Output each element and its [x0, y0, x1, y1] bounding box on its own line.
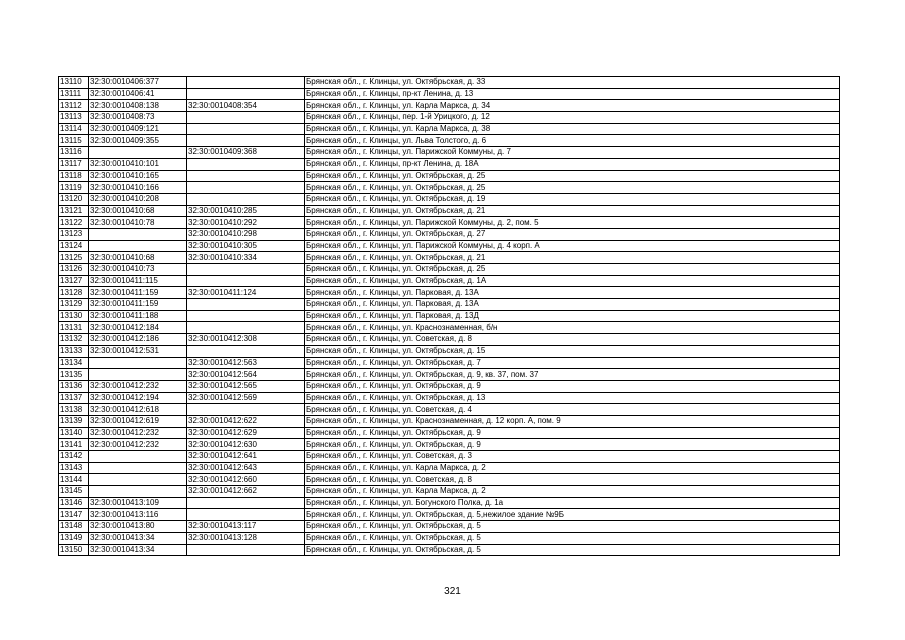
cadastral-number-cell: 32:30:0010413:80 [89, 521, 187, 533]
row-number-cell: 13139 [59, 415, 89, 427]
related-cadastral-number-cell [187, 123, 305, 135]
row-number-cell: 13115 [59, 135, 89, 147]
cadastral-number-cell: 32:30:0010412:186 [89, 334, 187, 346]
table-row [59, 462, 840, 474]
table-row [59, 404, 840, 416]
table-row [59, 228, 840, 240]
address-cell: Брянская обл., г. Клинцы, ул. Октябрьская, д. 9 [305, 380, 840, 392]
row-number-cell: 13150 [59, 544, 89, 556]
cadastral-number-cell: 32:30:0010412:184 [89, 322, 187, 334]
related-cadastral-number-cell: 32:30:0010412:630 [187, 439, 305, 451]
related-cadastral-number-cell: 32:30:0010412:641 [187, 451, 305, 463]
related-cadastral-number-cell: 32:30:0010412:569 [187, 392, 305, 404]
registry-table-body [59, 77, 840, 556]
related-cadastral-number-cell: 32:30:0010409:368 [187, 147, 305, 159]
address-cell: Брянская обл., г. Клинцы, ул. Советская, д. 8 [305, 334, 840, 346]
row-number-cell: 13135 [59, 369, 89, 381]
cadastral-number-cell: 32:30:0010409:355 [89, 135, 187, 147]
related-cadastral-number-cell: 32:30:0010411:124 [187, 287, 305, 299]
address-cell: Брянская обл., г. Клинцы, ул. Советская, д. 3 [305, 451, 840, 463]
address-cell: Брянская обл., г. Клинцы, ул. Октябрьская, д. 5,нежилое здание №9Б [305, 509, 840, 521]
address-cell: Брянская обл., г. Клинцы, ул. Октябрьская, д. 25 [305, 264, 840, 276]
cadastral-number-cell: 32:30:0010411:188 [89, 310, 187, 322]
row-number-cell: 13132 [59, 334, 89, 346]
address-cell: Брянская обл., г. Клинцы, ул. Октябрьская, д. 33 [305, 77, 840, 89]
cadastral-number-cell [89, 462, 187, 474]
address-cell: Брянская обл., г. Клинцы, ул. Октябрьская, д. 1А [305, 275, 840, 287]
related-cadastral-number-cell [187, 544, 305, 556]
address-cell: Брянская обл., г. Клинцы, ул. Парковая, д. 13Д [305, 310, 840, 322]
cadastral-number-cell: 32:30:0010410:73 [89, 264, 187, 276]
address-cell: Брянская обл., г. Клинцы, ул. Октябрьская, д. 9, кв. 37, пом. 37 [305, 369, 840, 381]
row-number-cell: 13127 [59, 275, 89, 287]
cadastral-number-cell: 32:30:0010410:166 [89, 182, 187, 194]
row-number-cell: 13140 [59, 427, 89, 439]
related-cadastral-number-cell: 32:30:0010412:308 [187, 334, 305, 346]
related-cadastral-number-cell [187, 275, 305, 287]
address-cell: Брянская обл., г. Клинцы, ул. Советская, д. 4 [305, 404, 840, 416]
cadastral-number-cell: 32:30:0010410:165 [89, 170, 187, 182]
row-number-cell: 13142 [59, 451, 89, 463]
related-cadastral-number-cell [187, 182, 305, 194]
related-cadastral-number-cell [187, 322, 305, 334]
related-cadastral-number-cell: 32:30:0010412:563 [187, 357, 305, 369]
table-row [59, 322, 840, 334]
related-cadastral-number-cell [187, 77, 305, 89]
table-row [59, 392, 840, 404]
row-number-cell: 13136 [59, 380, 89, 392]
table-row [59, 112, 840, 124]
cadastral-number-cell: 32:30:0010412:619 [89, 415, 187, 427]
address-cell: Брянская обл., г. Клинцы, ул. Парковая, д. 13А [305, 287, 840, 299]
related-cadastral-number-cell [187, 112, 305, 124]
address-cell: Брянская обл., г. Клинцы, ул. Парижской Коммуны, д. 7 [305, 147, 840, 159]
table-row [59, 415, 840, 427]
row-number-cell: 13141 [59, 439, 89, 451]
cadastral-number-cell: 32:30:0010412:531 [89, 345, 187, 357]
cadastral-number-cell: 32:30:0010406:41 [89, 88, 187, 100]
cadastral-number-cell [89, 369, 187, 381]
address-cell: Брянская обл., г. Клинцы, ул. Карла Маркса, д. 2 [305, 486, 840, 498]
related-cadastral-number-cell: 32:30:0010412:565 [187, 380, 305, 392]
row-number-cell: 13146 [59, 497, 89, 509]
table-row [59, 182, 840, 194]
cadastral-number-cell: 32:30:0010410:208 [89, 193, 187, 205]
address-cell: Брянская обл., г. Клинцы, ул. Октябрьская, д. 21 [305, 205, 840, 217]
related-cadastral-number-cell: 32:30:0010412:662 [187, 486, 305, 498]
cadastral-number-cell [89, 486, 187, 498]
row-number-cell: 13122 [59, 217, 89, 229]
related-cadastral-number-cell [187, 158, 305, 170]
table-row [59, 532, 840, 544]
cadastral-number-cell [89, 240, 187, 252]
registry-table [58, 76, 840, 556]
row-number-cell: 13128 [59, 287, 89, 299]
cadastral-number-cell: 32:30:0010411:159 [89, 287, 187, 299]
related-cadastral-number-cell [187, 345, 305, 357]
related-cadastral-number-cell [187, 135, 305, 147]
row-number-cell: 13125 [59, 252, 89, 264]
address-cell: Брянская обл., г. Клинцы, ул. Парижской Коммуны, д. 2, пом. 5 [305, 217, 840, 229]
address-cell: Брянская обл., г. Клинцы, ул. Октябрьская, д. 25 [305, 182, 840, 194]
cadastral-number-cell: 32:30:0010413:116 [89, 509, 187, 521]
related-cadastral-number-cell: 32:30:0010410:292 [187, 217, 305, 229]
row-number-cell: 13113 [59, 112, 89, 124]
table-row [59, 240, 840, 252]
address-cell: Брянская обл., г. Клинцы, ул. Октябрьская, д. 25 [305, 170, 840, 182]
address-cell: Брянская обл., г. Клинцы, ул. Карла Маркса, д. 34 [305, 100, 840, 112]
row-number-cell: 13111 [59, 88, 89, 100]
table-row [59, 497, 840, 509]
row-number-cell: 13126 [59, 264, 89, 276]
row-number-cell: 13120 [59, 193, 89, 205]
related-cadastral-number-cell [187, 170, 305, 182]
cadastral-number-cell: 32:30:0010412:232 [89, 380, 187, 392]
cadastral-number-cell: 32:30:0010413:34 [89, 532, 187, 544]
address-cell: Брянская обл., г. Клинцы, ул. Краснознаменная, б/н [305, 322, 840, 334]
cadastral-number-cell: 32:30:0010408:73 [89, 112, 187, 124]
address-cell: Брянская обл., г. Клинцы, ул. Богунского Полка, д. 1а [305, 497, 840, 509]
cadastral-number-cell: 32:30:0010411:115 [89, 275, 187, 287]
address-cell: Брянская обл., г. Клинцы, пр-кт Ленина, д. 13 [305, 88, 840, 100]
cadastral-number-cell: 32:30:0010412:232 [89, 427, 187, 439]
cadastral-number-cell: 32:30:0010408:138 [89, 100, 187, 112]
related-cadastral-number-cell: 32:30:0010412:660 [187, 474, 305, 486]
address-cell: Брянская обл., г. Клинцы, ул. Октябрьская, д. 21 [305, 252, 840, 264]
row-number-cell: 13121 [59, 205, 89, 217]
cadastral-number-cell: 32:30:0010413:109 [89, 497, 187, 509]
related-cadastral-number-cell: 32:30:0010410:298 [187, 228, 305, 240]
cadastral-number-cell: 32:30:0010413:34 [89, 544, 187, 556]
cadastral-number-cell: 32:30:0010406:377 [89, 77, 187, 89]
table-row [59, 158, 840, 170]
related-cadastral-number-cell [187, 299, 305, 311]
table-row [59, 486, 840, 498]
address-cell: Брянская обл., г. Клинцы, ул. Октябрьская, д. 27 [305, 228, 840, 240]
related-cadastral-number-cell: 32:30:0010412:564 [187, 369, 305, 381]
table-row [59, 252, 840, 264]
table-row [59, 100, 840, 112]
cadastral-number-cell: 32:30:0010410:68 [89, 205, 187, 217]
related-cadastral-number-cell: 32:30:0010412:622 [187, 415, 305, 427]
related-cadastral-number-cell: 32:30:0010408:354 [187, 100, 305, 112]
row-number-cell: 13129 [59, 299, 89, 311]
table-row [59, 357, 840, 369]
table-row [59, 345, 840, 357]
cadastral-number-cell [89, 147, 187, 159]
cadastral-number-cell [89, 228, 187, 240]
table-row [59, 275, 840, 287]
related-cadastral-number-cell [187, 264, 305, 276]
related-cadastral-number-cell [187, 404, 305, 416]
cadastral-number-cell: 32:30:0010409:121 [89, 123, 187, 135]
row-number-cell: 13124 [59, 240, 89, 252]
row-number-cell: 13133 [59, 345, 89, 357]
address-cell: Брянская обл., г. Клинцы, ул. Октябрьская, д. 9 [305, 439, 840, 451]
table-row [59, 123, 840, 135]
address-cell: Брянская обл., г. Клинцы, ул. Советская, д. 8 [305, 474, 840, 486]
related-cadastral-number-cell: 32:30:0010413:128 [187, 532, 305, 544]
table-row [59, 299, 840, 311]
table-row [59, 474, 840, 486]
row-number-cell: 13134 [59, 357, 89, 369]
related-cadastral-number-cell [187, 88, 305, 100]
address-cell: Брянская обл., г. Клинцы, ул. Октябрьская, д. 19 [305, 193, 840, 205]
row-number-cell: 13130 [59, 310, 89, 322]
table-row [59, 334, 840, 346]
row-number-cell: 13117 [59, 158, 89, 170]
row-number-cell: 13138 [59, 404, 89, 416]
table-row [59, 380, 840, 392]
cadastral-number-cell: 32:30:0010412:232 [89, 439, 187, 451]
table-row [59, 205, 840, 217]
address-cell: Брянская обл., г. Клинцы, пр-кт Ленина, д. 18А [305, 158, 840, 170]
related-cadastral-number-cell: 32:30:0010410:305 [187, 240, 305, 252]
cadastral-number-cell: 32:30:0010412:194 [89, 392, 187, 404]
cadastral-number-cell [89, 451, 187, 463]
related-cadastral-number-cell: 32:30:0010413:117 [187, 521, 305, 533]
table-row [59, 135, 840, 147]
address-cell: Брянская обл., г. Клинцы, ул. Парижской Коммуны, д. 4 корп. А [305, 240, 840, 252]
table-row [59, 427, 840, 439]
table-row [59, 310, 840, 322]
address-cell: Брянская обл., г. Клинцы, ул. Октябрьская, д. 13 [305, 392, 840, 404]
row-number-cell: 13112 [59, 100, 89, 112]
related-cadastral-number-cell: 32:30:0010412:629 [187, 427, 305, 439]
row-number-cell: 13149 [59, 532, 89, 544]
table-row [59, 369, 840, 381]
table-row [59, 170, 840, 182]
cadastral-number-cell [89, 357, 187, 369]
row-number-cell: 13143 [59, 462, 89, 474]
row-number-cell: 13137 [59, 392, 89, 404]
address-cell: Брянская обл., г. Клинцы, ул. Октябрьская, д. 15 [305, 345, 840, 357]
address-cell: Брянская обл., г. Клинцы, ул. Октябрьская, д. 5 [305, 544, 840, 556]
cadastral-number-cell: 32:30:0010412:618 [89, 404, 187, 416]
page-number: 321 [444, 586, 461, 597]
table-row [59, 439, 840, 451]
table-row [59, 287, 840, 299]
table-row [59, 193, 840, 205]
related-cadastral-number-cell [187, 310, 305, 322]
table-row [59, 147, 840, 159]
table-row [59, 88, 840, 100]
row-number-cell: 13118 [59, 170, 89, 182]
related-cadastral-number-cell [187, 509, 305, 521]
cadastral-number-cell: 32:30:0010411:159 [89, 299, 187, 311]
row-number-cell: 13110 [59, 77, 89, 89]
row-number-cell: 13148 [59, 521, 89, 533]
row-number-cell: 13145 [59, 486, 89, 498]
table-row [59, 451, 840, 463]
table-row [59, 509, 840, 521]
row-number-cell: 13144 [59, 474, 89, 486]
address-cell: Брянская обл., г. Клинцы, пер. 1-й Урицкого, д. 12 [305, 112, 840, 124]
row-number-cell: 13147 [59, 509, 89, 521]
address-cell: Брянская обл., г. Клинцы, ул. Октябрьская, д. 9 [305, 427, 840, 439]
cadastral-number-cell: 32:30:0010410:101 [89, 158, 187, 170]
address-cell: Брянская обл., г. Клинцы, ул. Карла Маркса, д. 38 [305, 123, 840, 135]
cadastral-number-cell: 32:30:0010410:78 [89, 217, 187, 229]
address-cell: Брянская обл., г. Клинцы, ул. Октябрьская, д. 5 [305, 521, 840, 533]
row-number-cell: 13119 [59, 182, 89, 194]
cadastral-number-cell [89, 474, 187, 486]
address-cell: Брянская обл., г. Клинцы, ул. Октябрьская, д. 7 [305, 357, 840, 369]
address-cell: Брянская обл., г. Клинцы, ул. Карла Маркса, д. 2 [305, 462, 840, 474]
table-row [59, 264, 840, 276]
row-number-cell: 13116 [59, 147, 89, 159]
row-number-cell: 13131 [59, 322, 89, 334]
related-cadastral-number-cell [187, 193, 305, 205]
related-cadastral-number-cell [187, 497, 305, 509]
row-number-cell: 13123 [59, 228, 89, 240]
related-cadastral-number-cell: 32:30:0010410:334 [187, 252, 305, 264]
related-cadastral-number-cell: 32:30:0010410:285 [187, 205, 305, 217]
table-row [59, 544, 840, 556]
address-cell: Брянская обл., г. Клинцы, ул. Льва Толстого, д. 6 [305, 135, 840, 147]
table-row [59, 521, 840, 533]
related-cadastral-number-cell: 32:30:0010412:643 [187, 462, 305, 474]
address-cell: Брянская обл., г. Клинцы, ул. Октябрьская, д. 5 [305, 532, 840, 544]
table-row [59, 217, 840, 229]
cadastral-number-cell: 32:30:0010410:68 [89, 252, 187, 264]
row-number-cell: 13114 [59, 123, 89, 135]
address-cell: Брянская обл., г. Клинцы, ул. Парковая, д. 13А [305, 299, 840, 311]
table-row [59, 77, 840, 89]
address-cell: Брянская обл., г. Клинцы, ул. Краснознаменная, д. 12 корп. А, пом. 9 [305, 415, 840, 427]
